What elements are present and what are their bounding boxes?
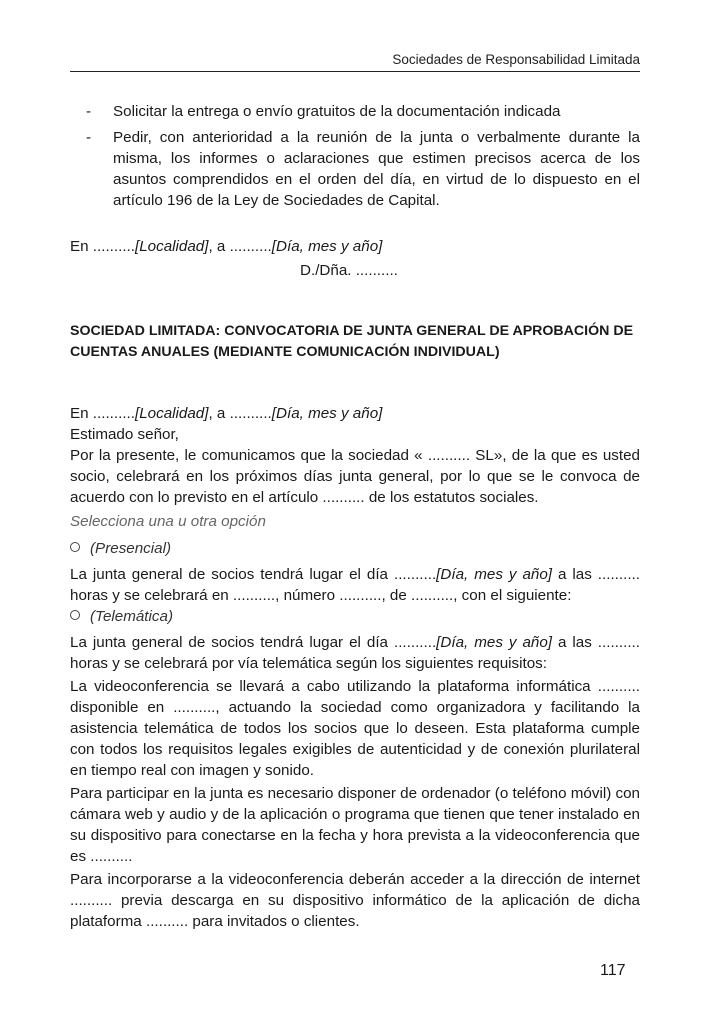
telematica-paragraph: La junta general de socios tendrá lugar el día ..........[Día, mes y año] a las .......... horas y se celebrará por vía telemática según los siguientes requisitos: xyxy=(70,634,640,672)
page-number: 117 xyxy=(600,962,626,979)
running-header: Sociedades de Responsabilidad Limitada xyxy=(392,52,640,67)
section-title: SOCIEDAD LIMITADA: CONVOCATORIA DE JUNTA GENERAL DE APROBACIÓN DE CUENTAS ANUALES (MEDIANTE COMUNICACIÓN INDIVIDUAL) xyxy=(70,323,634,360)
place-date-line: En ..........[Localidad], a ..........[Día, mes y año] xyxy=(70,238,383,255)
bullet-list xyxy=(86,101,640,216)
date-placeholder: [Día, mes y año] xyxy=(436,566,553,583)
option-hint: Selecciona una u otra opción xyxy=(70,513,266,530)
radio-circle-icon[interactable] xyxy=(70,542,80,552)
requirements-paragraph: Para participar en la junta es necesario disponer de ordenador (o teléfono móvil) con cámara web y audio y de la aplicación o programa que tienen que tener instalado en su dispositivo para conectarse en la fecha y hora prevista a la videoconferencia que es .......... xyxy=(70,785,640,865)
bullet-dash: - xyxy=(86,129,92,146)
letter-body xyxy=(70,403,640,932)
intro-paragraph: Por la presente, le comunicamos que la sociedad « .......... SL», de la que es usted socio, celebrará en los próximos días junta general, por lo que se le convoca de acuerdo con lo previsto en el artículo .......... de los estatutos sociales. xyxy=(70,447,640,506)
bullet-text: Pedir, con anterioridad a la reunión de la junta o verbalmente durante la misma, los informes o aclaraciones que estimen precisos acerca de los asuntos comprendidos en el orden del día, en virtud de lo dispuesto en el artículo 196 de la Ley de Sociedades de Capital. xyxy=(113,129,640,209)
date-placeholder: [Día, mes y año] xyxy=(271,238,383,255)
option-presencial[interactable] xyxy=(70,538,640,559)
presencial-paragraph: La junta general de socios tendrá lugar el día ..........[Día, mes y año] a las .......... horas y se celebrará en .........., número .........., de .........., con el siguiente: xyxy=(70,566,640,604)
option-label: (Presencial) xyxy=(90,540,172,557)
salutation: Estimado señor, xyxy=(70,426,179,443)
option-label: (Telemática) xyxy=(90,608,173,625)
videoconference-paragraph: La videoconferencia se llevará a cabo utilizando la plataforma informática .......... disponible en .........., actuando la sociedad como organizadora y facilitando la asistencia telemática de todos los socios que lo deseen. Esta plataforma cumple con todos los requisitos legales exigibles de autenticidad y de conexión plurilateral en tiempo real con imagen y sonido. xyxy=(70,678,640,779)
bullet-text: Solicitar la entrega o envío gratuitos de la documentación indicada xyxy=(113,103,561,120)
date-placeholder: [Día, mes y año] xyxy=(271,405,383,422)
list-item xyxy=(86,127,640,211)
locality-placeholder: [Localidad] xyxy=(135,238,209,255)
radio-circle-icon[interactable] xyxy=(70,610,80,620)
access-paragraph: Para incorporarse a la videoconferencia deberán acceder a la dirección de internet .......... previa descarga en su dispositivo informático de la aplicación de dicha plataforma .......... para invitados o clientes. xyxy=(70,871,640,930)
place-date-line: En ..........[Localidad], a ..........[Día, mes y año] xyxy=(70,405,383,422)
date-placeholder: [Día, mes y año] xyxy=(436,634,553,651)
locality-placeholder: [Localidad] xyxy=(135,405,209,422)
header-divider xyxy=(70,71,640,72)
bullet-dash: - xyxy=(86,103,92,120)
list-item xyxy=(86,101,640,122)
option-telematica[interactable] xyxy=(70,606,640,627)
signature-line: D./Dña. .......... xyxy=(300,262,398,279)
